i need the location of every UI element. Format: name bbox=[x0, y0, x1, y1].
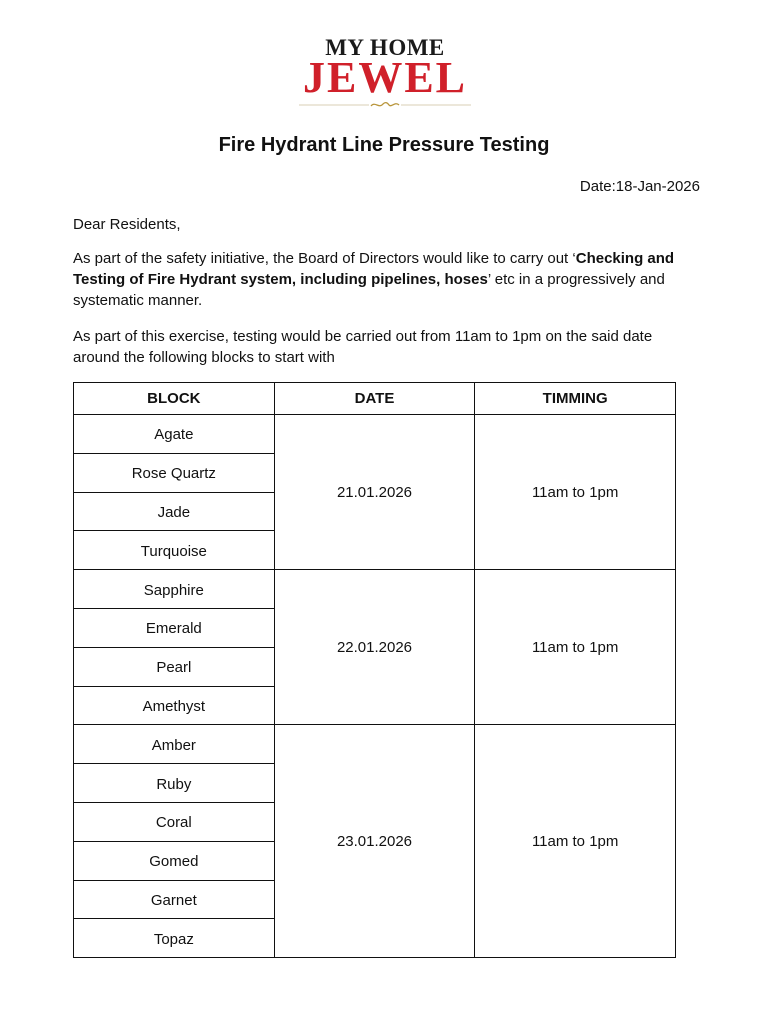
timing-cell: 11am to 1pm bbox=[475, 570, 676, 725]
block-cell: Ruby bbox=[74, 764, 275, 803]
schedule-table bbox=[73, 382, 676, 958]
block-cell: Amber bbox=[74, 725, 275, 764]
intro-text-bold: Checking and Testing of Fire Hydrant system, including pipelines, hoses bbox=[73, 250, 675, 288]
block-cell: Rose Quartz bbox=[74, 453, 275, 492]
brand-logo bbox=[290, 34, 480, 112]
table-header-row bbox=[74, 383, 676, 415]
table-row bbox=[74, 415, 676, 454]
block-cell: Emerald bbox=[74, 608, 275, 647]
date-cell: 22.01.2026 bbox=[274, 570, 475, 725]
table-row bbox=[74, 725, 676, 764]
intro-text-end: ’ etc in a progressively and systematic manner. bbox=[73, 271, 665, 309]
block-cell: Jade bbox=[74, 492, 275, 531]
timing-cell: 11am to 1pm bbox=[475, 725, 676, 958]
block-cell: Garnet bbox=[74, 880, 275, 919]
block-cell: Sapphire bbox=[74, 570, 275, 609]
logo-line-2: JEWEL bbox=[302, 53, 468, 102]
salutation: Dear Residents, bbox=[73, 216, 181, 233]
notice-date: Date:18-Jan-2026 bbox=[579, 178, 700, 195]
header-block: BLOCK bbox=[74, 383, 275, 415]
block-cell: Pearl bbox=[74, 647, 275, 686]
block-cell: Amethyst bbox=[74, 686, 275, 725]
block-cell: Turquoise bbox=[74, 531, 275, 570]
header-date: DATE bbox=[274, 383, 475, 415]
intro-paragraph bbox=[73, 248, 698, 311]
date-cell: 23.01.2026 bbox=[274, 725, 475, 958]
table-row bbox=[74, 570, 676, 609]
logo-line-1: MY HOME bbox=[325, 35, 445, 60]
block-cell: Agate bbox=[74, 415, 275, 454]
schedule-table-body bbox=[74, 415, 676, 958]
block-cell: Gomed bbox=[74, 841, 275, 880]
timing-cell: 11am to 1pm bbox=[475, 415, 676, 570]
date-cell: 21.01.2026 bbox=[274, 415, 475, 570]
block-cell: Topaz bbox=[74, 919, 275, 958]
page-title: Fire Hydrant Line Pressure Testing bbox=[218, 134, 550, 156]
intro-text-start: As part of the safety initiative, the Board of Directors would like to carry out ‘ bbox=[73, 250, 576, 267]
header-timing: TIMMING bbox=[475, 383, 676, 415]
schedule-paragraph: As part of this exercise, testing would be carried out from 11am to 1pm on the said date around the following blocks to start with bbox=[73, 328, 653, 366]
block-cell: Coral bbox=[74, 802, 275, 841]
